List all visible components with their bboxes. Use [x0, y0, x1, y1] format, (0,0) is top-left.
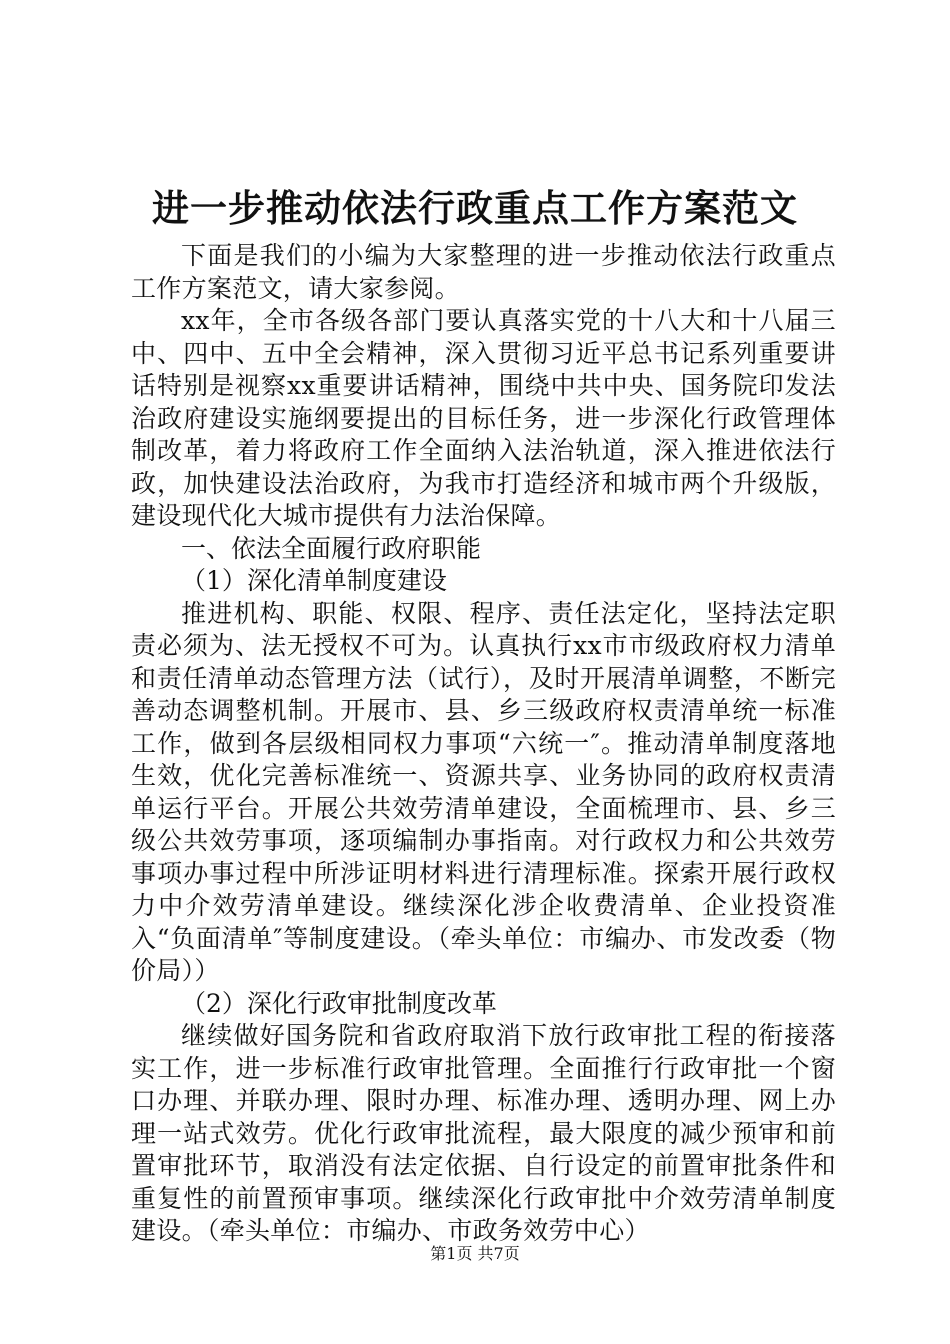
section-heading: 一、依法全面履行政府职能	[181, 533, 482, 563]
document-title: 进一步推动依法行政重点工作方案范文	[152, 186, 798, 230]
intro-paragraph: 下面是我们的小编为大家整理的进一步推动依法行政重点工作方案范文，请大家参阅。	[131, 241, 836, 303]
overview-paragraph: xx年，全市各级各部门要认真落实党的十八大和十八届三中、四中、五中全会精神，深入贯彻习近平总书记系列重要讲话特别是视察xx重要讲话精神，围绕中共中央、国务院印发法治政府建设实施纲要提出的目标任务，进一步深化行政管理体制改革，着力将政府工作全面纳入法治轨道，深入推进依法行政，加快建设法治政府，为我市打造经济和城市两个升级版，建设现代化大城市提供有力法治保障。	[131, 306, 836, 530]
subsection-heading-1: （1）深化清单制度建设	[181, 566, 447, 595]
document-body	[131, 240, 836, 1248]
subsection-paragraph-1: 推进机构、职能、权限、程序、责任法定化，坚持法定职责必须为、法无授权不可为。认真执行xx市市级政府权力清单和责任清单动态管理方法（试行），及时开展清单调整，不断完善动态调整机制。开展市、县、乡三级政府权责清单统一标准工作，做到各层级相同权力事项“六统一″。推动清单制度落地生效，优化完善标准统一、资源共享、业务协同的政府权责清单运行平台。开展公共效劳清单建设，全面梳理市、县、乡三级公共效劳事项，逐项编制办事指南。对行政权力和公共效劳事项办事过程中所涉证明材料进行清理标准。探索开展行政权力中介效劳清单建设。继续深化涉企收费清单、企业投资准入“负面清单″等制度建设。（牵头单位：市编办、市发改委（物价局））	[131, 598, 836, 985]
subsection-paragraph-2: 继续做好国务院和省政府取消下放行政审批工程的衔接落实工作，进一步标准行政审批管理。全面推行行政审批一个窗口办理、并联办理、限时办理、标准办理、透明办理、网上办理一站式效劳。优化行政审批流程，最大限度的减少预审和前置审批环节，取消没有法定依据、自行设定的前置审批条件和重复性的前置预审事项。继续深化行政审批中介效劳清单制度建设。（牵头单位：市编办、市政务效劳中心）	[131, 1021, 836, 1245]
page-footer: 第1页 共7页	[430, 1244, 520, 1263]
subsection-heading-2: （2）深化行政审批制度改革	[181, 988, 497, 1018]
